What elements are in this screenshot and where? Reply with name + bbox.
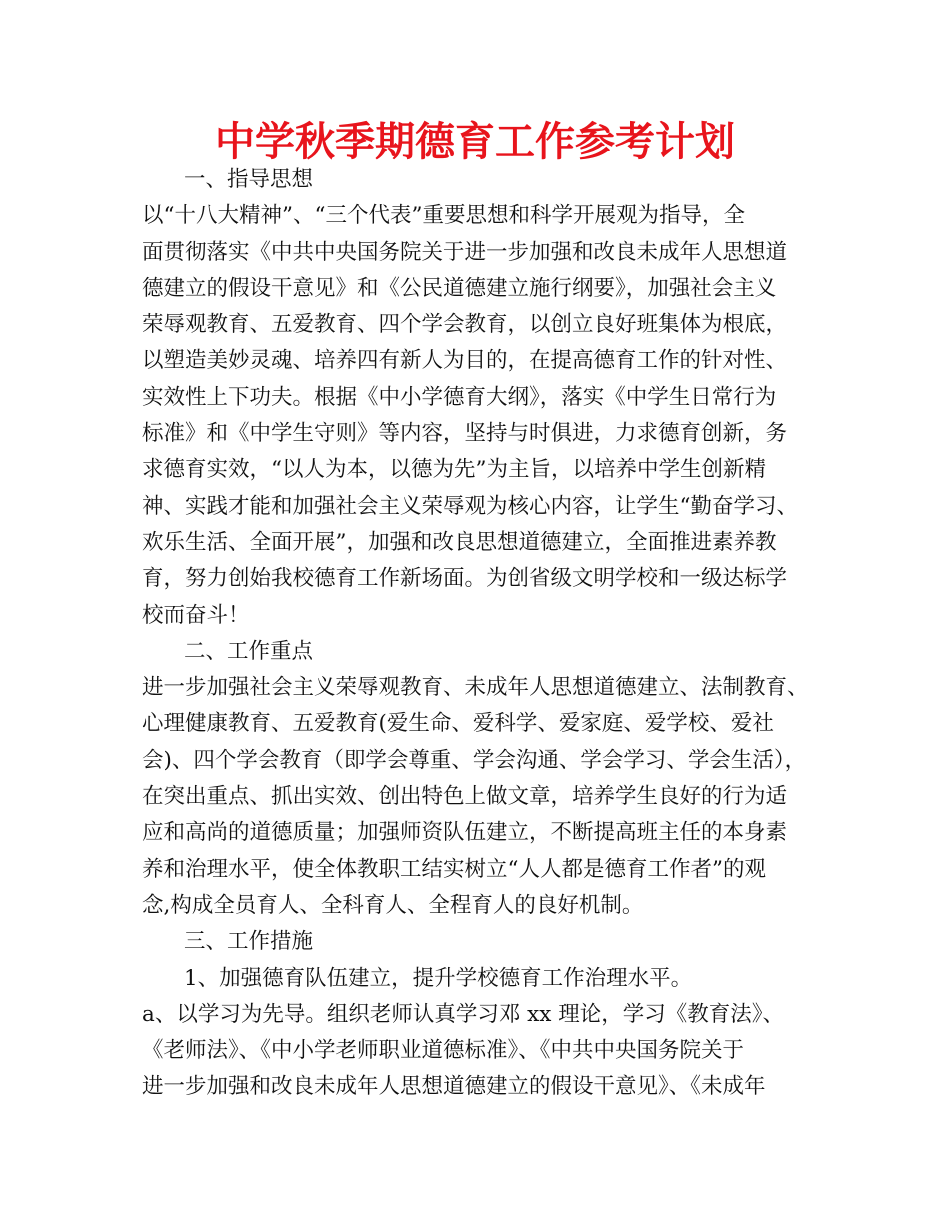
body-text-line: 荣辱观教育、五爱教育、四个学会教育，以创立良好班集体为根底， — [142, 312, 788, 338]
body-text-line: 面贯彻落实《中共中央国务院关于进一步加强和改良未成年人思想道 — [142, 239, 788, 265]
section-heading-line: 一、指导思想 — [184, 167, 314, 192]
section-heading-line: 二、工作重点 — [184, 638, 314, 664]
body-text-line: 进一步加强社会主义荣辱观教育、未成年人思想道德建立、法制教育、 — [142, 675, 809, 701]
body-text-line: 以塑造美妙灵魂、培养四有新人为目的，在提高德育工作的针对性、 — [142, 348, 788, 374]
body-text-line: 以“十八大精神”、“三个代表”重要思想和科学开展观为指导，全 — [142, 203, 745, 229]
body-text-line: a、以学习为先导。组织老师认真学习邓 xx 理论，学习《教育法》、 — [142, 1001, 784, 1027]
body-text-line: 德建立的假设干意见》和《公民道德建立施行纲要》，加强社会主义 — [142, 275, 777, 301]
body-text-line: 标准》和《中学生守则》等内容，坚持与时俱进，力求德育创新，务 — [142, 421, 788, 447]
body-text-line: 校而奋斗！ — [142, 602, 250, 628]
section-heading-line: 1、加强德育队伍建立，提升学校德育工作治理水平。 — [184, 965, 693, 991]
body-text-line: 实效性上下功夫。根据《中小学德育大纲》，落实《中学生日常行为 — [142, 384, 777, 410]
body-text-line: 念,构成全员育人、全科育人、全程育人的良好机制。 — [142, 892, 644, 918]
page-title: 中学秋季期德育工作参考计划 — [215, 119, 735, 165]
body-text-line: 养和治理水平，使全体教职工结实树立“人人都是德育工作者”的观 — [142, 856, 766, 882]
body-text-line: 应和高尚的道德质量；加强师资队伍建立，不断提高班主任的本身素 — [142, 820, 788, 846]
body-text-line: 心理健康教育、五爱教育(爱生命、爱科学、爱家庭、爱学校、爱社 — [142, 711, 774, 737]
body-text-line: 神、实践才能和加强社会主义荣辱观为核心内容，让学生“勤奋学习、 — [142, 493, 798, 519]
body-text-line: 求德育实效，“以人为本，以德为先”为主旨，以培养中学生创新精 — [142, 457, 766, 483]
document-body — [142, 162, 832, 1106]
body-text-line: 《老师法》、《中小学老师职业道德标准》、《中共中央国务院关于 — [142, 1038, 745, 1064]
body-text-line: 在突出重点、抓出实效、创出特色上做文章，培养学生良好的行为适 — [142, 784, 788, 810]
body-text-line: 会)、四个学会教育（即学会尊重、学会沟通、学会学习、学会生活）， — [142, 747, 807, 773]
body-text-line: 欢乐生活、全面开展”，加强和改良思想道德建立，全面推进素养教 — [142, 529, 777, 555]
section-heading-line: 三、工作措施 — [184, 929, 314, 955]
body-text-line: 育，努力创始我校德育工作新场面。为创省级文明学校和一级达标学 — [142, 566, 788, 592]
body-text-line: 进一步加强和改良未成年人思想道德建立的假设干意见》、《未成年 — [142, 1074, 766, 1100]
